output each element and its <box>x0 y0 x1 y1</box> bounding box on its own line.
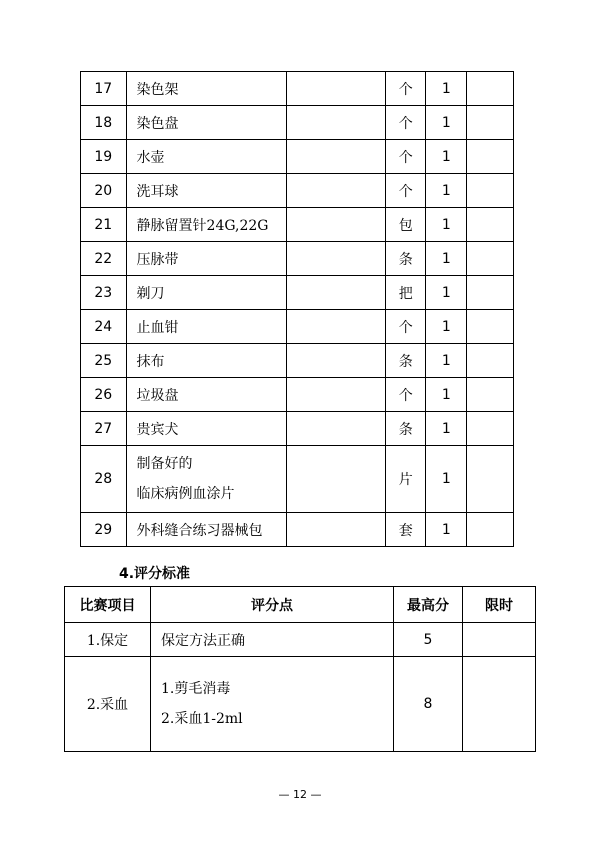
table-row <box>81 513 514 547</box>
row-number: 26 <box>81 378 127 412</box>
table-row <box>81 446 514 513</box>
table-row <box>65 623 536 657</box>
item-quantity: 1 <box>426 242 467 276</box>
item-name-line: 临床病例血涂片 <box>136 486 235 502</box>
item-unit: 个 <box>386 310 426 344</box>
item-note <box>467 513 514 547</box>
scoring-points: 保定方法正确 <box>151 623 394 657</box>
equipment-table <box>80 71 514 547</box>
max-score: 8 <box>394 657 463 752</box>
item-note <box>467 174 514 208</box>
row-number: 22 <box>81 242 127 276</box>
item-name: 抹布 <box>126 344 286 378</box>
item-note <box>467 310 514 344</box>
item-spec <box>286 140 386 174</box>
header-max-score: 最高分 <box>394 587 463 623</box>
header-item: 比赛项目 <box>65 587 151 623</box>
row-number: 24 <box>81 310 127 344</box>
table-row <box>81 140 514 174</box>
section-heading: 4.评分标准 <box>119 566 191 582</box>
row-number: 17 <box>81 72 127 106</box>
row-number: 18 <box>81 106 127 140</box>
item-quantity: 1 <box>426 310 467 344</box>
item-unit: 个 <box>386 72 426 106</box>
item-quantity: 1 <box>426 378 467 412</box>
row-number: 27 <box>81 412 127 446</box>
row-number: 25 <box>81 344 127 378</box>
table-row <box>81 208 514 242</box>
item-spec <box>286 72 386 106</box>
item-unit: 套 <box>386 513 426 547</box>
item-spec <box>286 412 386 446</box>
item-spec <box>286 446 386 513</box>
item-note <box>467 242 514 276</box>
table-row <box>81 276 514 310</box>
item-note <box>467 412 514 446</box>
item-unit: 包 <box>386 208 426 242</box>
item-quantity: 1 <box>426 208 467 242</box>
item-spec <box>286 106 386 140</box>
table-row <box>81 106 514 140</box>
item-quantity: 1 <box>426 140 467 174</box>
table-row <box>81 412 514 446</box>
item-unit: 个 <box>386 174 426 208</box>
row-number: 20 <box>81 174 127 208</box>
item-name: 贵宾犬 <box>126 412 286 446</box>
item-note <box>467 276 514 310</box>
table-row <box>81 242 514 276</box>
scoring-point-line: 1.剪毛消毒 <box>161 681 231 697</box>
item-note <box>467 208 514 242</box>
contest-item: 1.保定 <box>65 623 151 657</box>
max-score: 5 <box>394 623 463 657</box>
item-note <box>467 344 514 378</box>
item-name: 垃圾盘 <box>126 378 286 412</box>
item-spec <box>286 208 386 242</box>
item-name: 剃刀 <box>126 276 286 310</box>
table-row <box>81 344 514 378</box>
item-unit: 条 <box>386 344 426 378</box>
item-name <box>126 446 286 513</box>
scoring-point-line: 2.采血1-2ml <box>161 711 243 727</box>
scoring-points <box>151 657 394 752</box>
page-number: — 12 — <box>278 788 322 801</box>
row-number: 21 <box>81 208 127 242</box>
item-name: 染色架 <box>126 72 286 106</box>
header-points: 评分点 <box>151 587 394 623</box>
item-spec <box>286 242 386 276</box>
table-header-row <box>65 587 536 623</box>
item-name: 止血钳 <box>126 310 286 344</box>
row-number: 29 <box>81 513 127 547</box>
header-time-limit: 限时 <box>463 587 536 623</box>
item-unit: 条 <box>386 412 426 446</box>
table-row <box>81 72 514 106</box>
contest-item: 2.采血 <box>65 657 151 752</box>
item-name: 水壶 <box>126 140 286 174</box>
item-note <box>467 446 514 513</box>
item-name: 染色盘 <box>126 106 286 140</box>
item-spec <box>286 310 386 344</box>
item-quantity: 1 <box>426 106 467 140</box>
item-spec <box>286 276 386 310</box>
item-unit: 把 <box>386 276 426 310</box>
item-quantity: 1 <box>426 72 467 106</box>
item-note <box>467 106 514 140</box>
item-unit: 片 <box>386 446 426 513</box>
item-spec <box>286 174 386 208</box>
table-row <box>65 657 536 752</box>
row-number: 19 <box>81 140 127 174</box>
item-name-line: 制备好的 <box>136 456 193 472</box>
item-note <box>467 140 514 174</box>
item-quantity: 1 <box>426 174 467 208</box>
item-quantity: 1 <box>426 446 467 513</box>
table-row <box>81 174 514 208</box>
item-spec <box>286 378 386 412</box>
item-spec <box>286 344 386 378</box>
item-quantity: 1 <box>426 513 467 547</box>
item-unit: 个 <box>386 106 426 140</box>
item-note <box>467 72 514 106</box>
item-name: 静脉留置针24G,22G <box>126 208 286 242</box>
table-row <box>81 310 514 344</box>
table-row <box>81 378 514 412</box>
item-quantity: 1 <box>426 276 467 310</box>
item-unit: 个 <box>386 378 426 412</box>
item-quantity: 1 <box>426 344 467 378</box>
item-name: 外科缝合练习器械包 <box>126 513 286 547</box>
item-spec <box>286 513 386 547</box>
scoring-table <box>64 586 536 752</box>
row-number: 28 <box>81 446 127 513</box>
item-unit: 条 <box>386 242 426 276</box>
time-limit <box>463 623 536 657</box>
item-note <box>467 378 514 412</box>
row-number: 23 <box>81 276 127 310</box>
item-name: 压脉带 <box>126 242 286 276</box>
item-unit: 个 <box>386 140 426 174</box>
item-quantity: 1 <box>426 412 467 446</box>
item-name: 洗耳球 <box>126 174 286 208</box>
time-limit <box>463 657 536 752</box>
